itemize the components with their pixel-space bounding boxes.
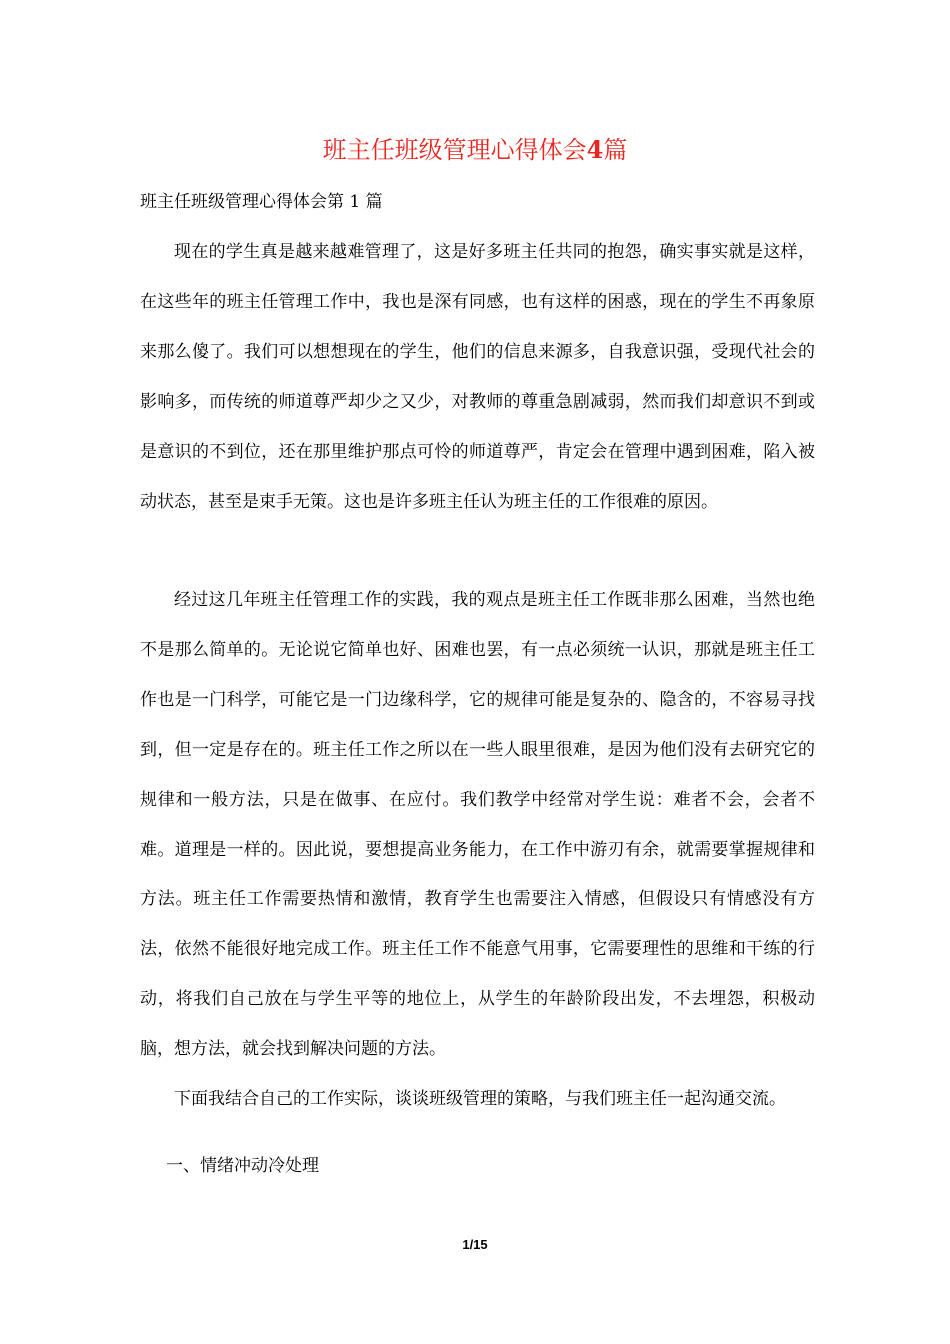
section-title: 班主任班级管理心得体会第 1 篇 xyxy=(140,192,383,212)
subheading: 一、情绪冲动冷处理 xyxy=(166,1156,319,1176)
document-title-number: 4 xyxy=(586,135,604,164)
paragraph-1: 现在的学生真是越来越难管理了，这是好多班主任共同的抱怨，确实事实就是这样，在这些年的班主任管理工作中，我也是深有同感，也有这样的困惑，现在的学生不再象原来那么傻了。我们可以想想现在的学生，他们的信息来源多，自我意识强，受现代社会的影响多，而传统的师道尊严却少之又少，对教师的尊重急剧减弱，然而我们却意识不到或是意识的不到位，还在那里维护那点可怜的师道尊严，肯定会在管理中遇到困难，陷入被动状态，甚至是束手无策。这也是许多班主任认为班主任的工作很难的原因。 xyxy=(140,242,815,512)
page-number: 1/15 xyxy=(462,1237,488,1252)
paragraph-2: 经过这几年班主任管理工作的实践，我的观点是班主任工作既非那么困难，当然也绝不是那么简单的。无论说它简单也好、困难也罢，有一点必须统一认识，那就是班主任工作也是一门科学，可能它是一门边缘科学，它的规律可能是复杂的、隐含的，不容易寻找到，但一定是存在的。班主任工作之所以在一些人眼里很难，是因为他们没有去研究它的规律和一般方法，只是在做事、在应付。我们教学中经常对学生说：难者不会，会者不难。道理是一样的。因此说，要想提高业务能力，在工作中游刃有余，就需要掌握规律和方法。班主任工作需要热情和激情，教育学生也需要注入情感，但假设只有情感没有方法，依然不能很好地完成工作。班主任工作不能意气用事，它需要理性的思维和干练的行动，将我们自己放在与学生平等的地位上，从学生的年龄阶段出发，不去埋怨，积极动脑，想方法，就会找到解决问题的方法。 xyxy=(140,590,815,1060)
document-title-suffix: 篇 xyxy=(603,136,628,164)
document-title-prefix: 班主任班级管理心得体会 xyxy=(322,136,587,164)
paragraph-3: 下面我结合自己的工作实际，谈谈班级管理的策略，与我们班主任一起沟通交流。 xyxy=(174,1089,786,1109)
document-title xyxy=(0,133,950,167)
